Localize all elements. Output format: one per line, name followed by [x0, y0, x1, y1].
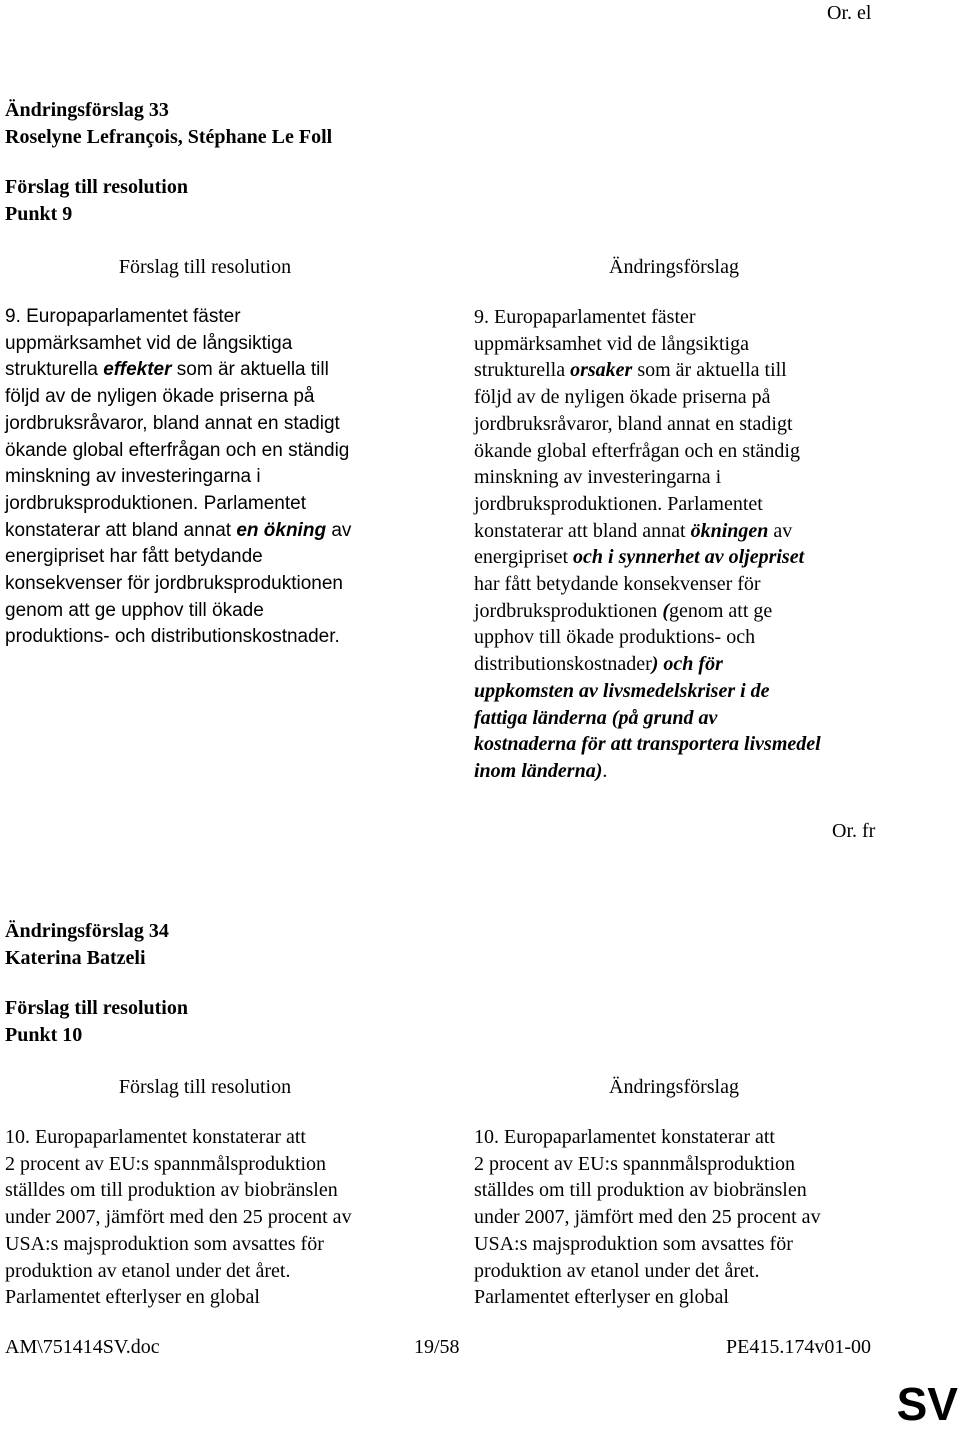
- text-line: ställdes om till produktion av biobränslen: [474, 1179, 807, 1202]
- text-line: [474, 678, 934, 705]
- text-line: har fått betydande konsekvenser för: [474, 573, 761, 596]
- text-line: inom länderna).: [474, 759, 608, 782]
- text-line: produktion av etanol under det året.: [474, 1259, 760, 1282]
- text-line: strukturella orsaker som är aktuella till: [474, 359, 787, 382]
- amendment-33-doc: Förslag till resolution: [5, 176, 188, 198]
- text-line: ökande global efterfrågan och en ständig: [474, 439, 800, 462]
- amendment-change-highlight: fattiga länderna (på grund av: [474, 706, 718, 729]
- amendment-33-number: Ändringsförslag 33: [5, 99, 169, 121]
- amendment-33-original-text: [5, 304, 405, 651]
- text-line: 9. Europaparlamentet fäster: [474, 306, 696, 328]
- text-line: följd av de nyligen ökade priserna på: [474, 386, 771, 409]
- amendment-34-amended-text: [474, 1124, 934, 1311]
- amendment-change-highlight: (: [662, 599, 669, 622]
- text-line: energipriset har fått betydande: [5, 546, 263, 568]
- text-line: jordbruksråvaror, bland annat en stadigt: [474, 412, 793, 435]
- amendment-34-authors: Katerina Batzeli: [5, 947, 146, 969]
- text-line: minskning av investeringarna i: [474, 466, 722, 489]
- text-line: uppmärksamhet vid de långsiktiga: [5, 332, 293, 354]
- amendment-change-highlight: ökningen: [690, 519, 769, 542]
- text-line: ställdes om till produktion av biobränslen: [5, 1179, 338, 1202]
- amendment-34-left-heading: Förslag till resolution: [118, 1076, 292, 1098]
- text-line: energipriset och i synnerhet av oljepriset: [474, 546, 805, 569]
- original-language-el: Or. el: [827, 2, 872, 24]
- text-line: jordbruksproduktionen. Parlamentet: [474, 492, 763, 515]
- text-line: 10. Europaparlamentet konstaterar att: [474, 1126, 775, 1148]
- language-stamp: SV: [896, 1378, 958, 1430]
- text-line: jordbruksproduktionen. Parlamentet: [5, 492, 307, 514]
- amendment-change-highlight: inom länderna): [474, 759, 603, 782]
- text-line: USA:s majsproduktion som avsattes för: [5, 1232, 324, 1255]
- text-line: strukturella effekter som är aktuella till: [5, 359, 329, 381]
- footer-page-number: 19/58: [414, 1336, 460, 1358]
- text-line: Parlamentet efterlyser en global: [5, 1286, 260, 1309]
- text-line: [474, 731, 934, 758]
- text-line: jordbruksproduktionen (genom att ge: [474, 599, 773, 622]
- footer-pe-ref: PE415.174v01-00: [726, 1336, 871, 1358]
- text-line: produktion av etanol under det året.: [5, 1259, 291, 1282]
- text-line: under 2007, jämfört med den 25 procent av: [5, 1206, 352, 1229]
- text-line: 2 procent av EU:s spannmålsproduktion: [5, 1152, 327, 1175]
- text-line: genom att ge upphov till ökade: [5, 599, 264, 621]
- amendment-change-highlight: orsaker: [570, 359, 633, 382]
- text-line: under 2007, jämfört med den 25 procent av: [474, 1206, 821, 1229]
- text-line: 9. Europaparlamentet fäster: [5, 306, 241, 327]
- text-line: Parlamentet efterlyser en global: [474, 1286, 729, 1309]
- amendment-34-original-text: [5, 1124, 405, 1311]
- text-line: 2 procent av EU:s spannmålsproduktion: [474, 1152, 796, 1175]
- amendment-34-number: Ändringsförslag 34: [5, 920, 169, 942]
- amendment-change-highlight: ) och för: [651, 653, 723, 676]
- text-line: konstaterar att bland annat en ökning av: [5, 519, 352, 541]
- text-line: konsekvenser för jordbruksproduktionen: [5, 573, 343, 595]
- original-language-fr: Or. fr: [832, 820, 876, 842]
- text-line: [474, 705, 934, 732]
- amendment-33-left-heading: Förslag till resolution: [118, 256, 292, 278]
- text-line: jordbruksråvaror, bland annat en stadigt: [5, 412, 340, 434]
- text-line: USA:s majsproduktion som avsattes för: [474, 1232, 793, 1255]
- amendment-33-authors: Roselyne Lefrançois, Stéphane Le Foll: [5, 126, 333, 148]
- amendment-34-point: Punkt 10: [5, 1024, 83, 1046]
- text-line: 10. Europaparlamentet konstaterar att: [5, 1126, 306, 1148]
- amendment-change-highlight: kostnaderna för att transportera livsmedel: [474, 733, 821, 756]
- amendment-change-highlight: uppkomsten av livsmedelskriser i de: [474, 679, 770, 702]
- text-line: ökande global efterfrågan och en ständig: [5, 439, 350, 461]
- amendment-change-highlight: en ökning: [236, 519, 327, 541]
- text-line: upphov till ökade produktions- och: [474, 626, 756, 649]
- amendment-34-right-heading: Ändringsförslag: [609, 1076, 739, 1098]
- amendment-33-point: Punkt 9: [5, 203, 73, 225]
- text-line: uppmärksamhet vid de långsiktiga: [474, 332, 749, 355]
- text-line: konstaterar att bland annat ökningen av: [474, 519, 793, 542]
- amendment-change-highlight: och i synnerhet av oljepriset: [573, 546, 805, 569]
- text-line: produktions- och distributionskostnader.: [5, 626, 340, 648]
- text-line: följd av de nyligen ökade priserna på: [5, 386, 315, 408]
- amendment-33-right-heading: Ändringsförslag: [609, 256, 739, 278]
- footer-doc-ref: AM\751414SV.doc: [5, 1336, 160, 1358]
- amendment-33-amended-text: [474, 304, 934, 785]
- text-line: minskning av investeringarna i: [5, 466, 261, 488]
- amendment-change-highlight: effekter: [103, 359, 172, 381]
- amendment-34-doc: Förslag till resolution: [5, 997, 188, 1019]
- text-line: distributionskostnader) och för: [474, 653, 723, 676]
